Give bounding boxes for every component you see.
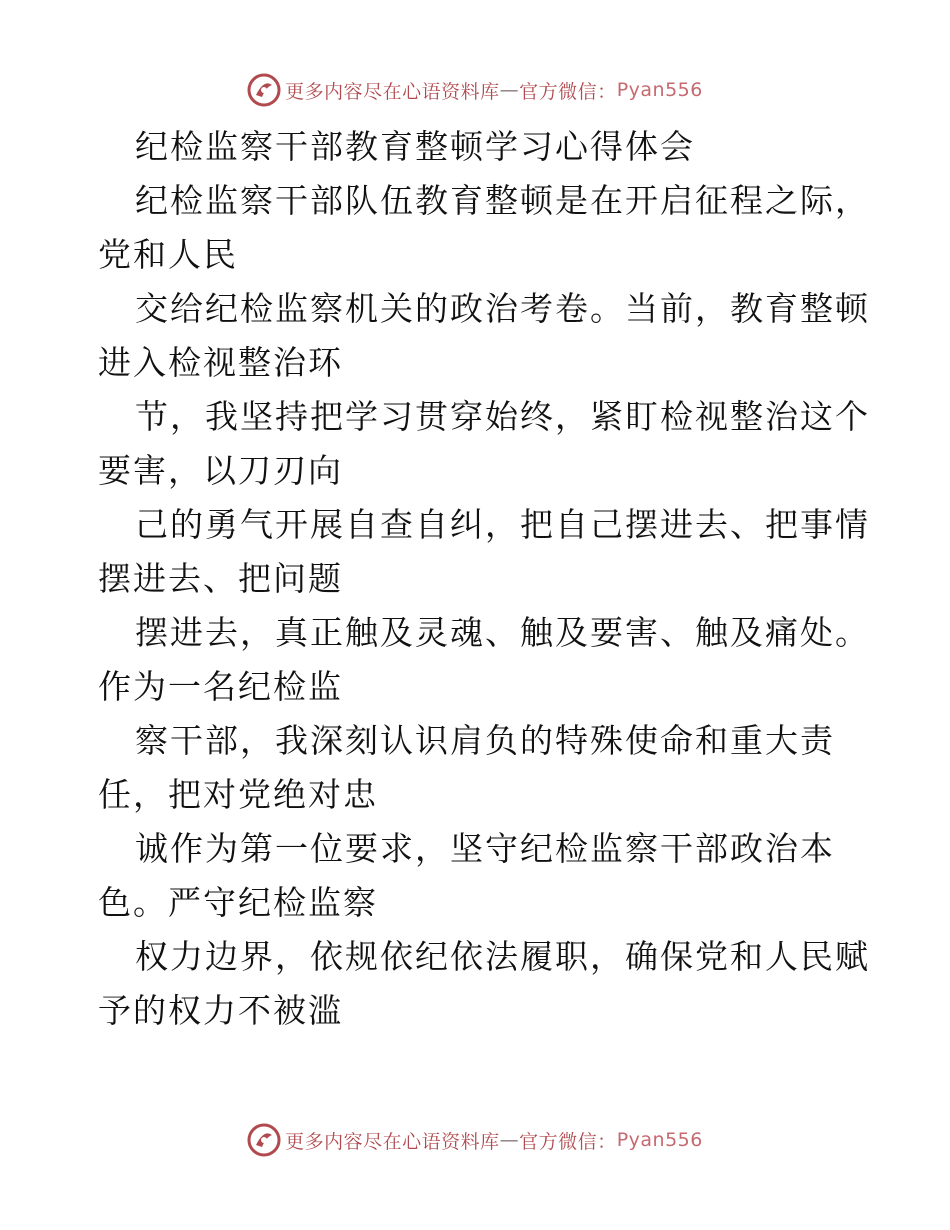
banner-dash: — (499, 1129, 520, 1151)
banner-dash: — (499, 79, 520, 101)
document-title: 纪检监察干部教育整顿学习心得体会 (135, 127, 695, 166)
banner-account: Pyan556 (616, 79, 703, 101)
paragraph-line: 察干部，我深刻认识肩负的特殊使命和重大责 (135, 721, 835, 760)
banner-wechat-label: 官方微信： (519, 80, 617, 103)
brand-logo-icon (247, 73, 281, 107)
paragraph-line: 进入检视整治环 (98, 343, 343, 382)
paragraph-line: 作为一名纪检监 (98, 667, 343, 706)
banner-brand-text: 更多内容尽在心语资料库 (285, 80, 500, 103)
paragraph-line: 要害，以刀刃向 (98, 451, 343, 490)
paragraph-line: 摆进去，真正触及灵魂、触及要害、触及痛处。 (135, 613, 870, 652)
paragraph-line: 色。严守纪检监察 (98, 883, 378, 922)
banner-wechat-label: 官方微信： (519, 1130, 617, 1153)
document-body (98, 120, 870, 1038)
paragraph-line: 纪检监察干部队伍教育整顿是在开启征程之际， (135, 181, 870, 220)
paragraph-line: 节，我坚持把学习贯穿始终，紧盯检视整治这个 (135, 397, 870, 436)
paragraph-line: 任，把对党绝对忠 (98, 775, 378, 814)
paragraph-line: 权力边界，依规依纪依法履职，确保党和人民赋 (135, 937, 870, 976)
paragraph-line: 诚作为第一位要求，坚守纪检监察干部政治本 (135, 829, 835, 868)
paragraph-line: 己的勇气开展自查自纠，把自己摆进去、把事情 (135, 505, 870, 544)
header-banner (0, 70, 950, 110)
brand-logo-icon (247, 1123, 281, 1157)
banner-brand-text: 更多内容尽在心语资料库 (285, 1130, 500, 1153)
paragraph-line: 予的权力不被滥 (98, 991, 343, 1030)
banner-account: Pyan556 (616, 1129, 703, 1151)
paragraph-line: 交给纪检监察机关的政治考卷。当前，教育整顿 (135, 289, 870, 328)
paragraph-line: 摆进去、把问题 (98, 559, 343, 598)
footer-banner (0, 1120, 950, 1160)
paragraph-line: 党和人民 (98, 235, 238, 274)
